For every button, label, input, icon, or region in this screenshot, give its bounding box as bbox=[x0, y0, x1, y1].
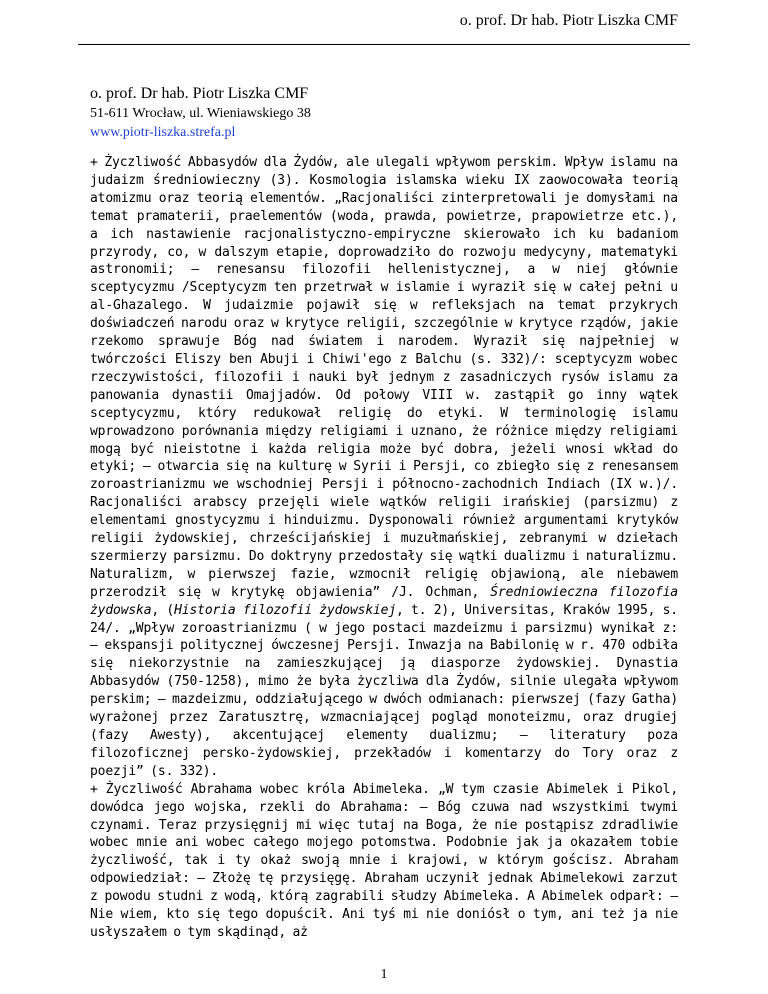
author-website-link[interactable]: www.piotr-liszka.strefa.pl bbox=[90, 125, 236, 140]
paragraph-abraham: + Życzliwość Abrahama wobec króla Abimeleka. „W tym czasie Abimelek i Pikol, dowódca jego wojska, rzekli do Abrahama: — Bóg czuwa nad wszystkimi twymi czynami. Teraz przysięgnij mi więc tutaj na Boga, że nie postąpisz zdradliwie wobec mnie ani wobec całego mojego potomstwa. Podobnie jak ja okazałem tobie życzliwość, tak i ty okaż swoją mnie i krajowi, w którym gościsz. Abraham odpowiedział: — Złożę tę przysięgę. Abraham uczynił jednak Abimelekowi zarzut z powodu studni z wodą, którą zagrabili słudzy Abimeleka. A Abimelek odparł: – Nie wiem, kto się tego dopuścił. Ani tyś mi nie doniósł o tym, ani też ja nie usłyszałem o tym skądinąd, aż bbox=[90, 781, 678, 940]
citation-separator: , ( bbox=[151, 602, 175, 618]
paragraph-abbasids bbox=[90, 154, 678, 781]
body-text bbox=[90, 154, 678, 942]
citation-title-2: Historia filozofii żydowskiej bbox=[174, 602, 397, 618]
citation-title-1: Średniowieczna filozofia żydowska bbox=[90, 584, 678, 618]
author-name: o. prof. Dr hab. Piotr Liszka CMF bbox=[90, 85, 309, 102]
header-rule bbox=[78, 44, 690, 45]
author-street-address: 51-611 Wrocław, ul. Wieniawskiego 38 bbox=[90, 106, 311, 121]
paragraph-abbasids-text: + Życzliwość Abbasydów dla Żydów, ale ulegali wpływom perskim. Wpływ islamu na judaizm średniowieczny (3). Kosmologia islamska wieku IX zaowocowała teorią atomizmu oraz teorią elementów. „Racjonaliści zinterpretowali je domysłami na temat pramaterii, praelementów (woda, prawda, powietrze, prapowietrze etc.), a ich nastawienie racjonalistyczno-empiryczne skierowało ich ku badaniom przyrody, co, w dalszym etapie, doprowadziło do rozwoju medycyny, matematyki astronomii; – renesansu filozofii hellenistycznej, a w niej głównie sceptycyzmu /Sceptycyzm ten przetrwał w islamie i wyraził się w całej pełni u al-Ghazalego. W judaizmie pojawił się w refleksjach na temat przykrych doświadczeń narodu oraz w krytyce religii, szczególnie w krytyce rządów, jakie rzekomo sprawuje Bóg nad światem i narodem. Wyraził się najpełniej w twórczości Eliszy ben Abuji i Chiwi'ego z Balchu (s. 332)/: sceptycyzm wobec rzeczywistości, filozofii i nauki był jednym z zasadniczych rysów islamu za panowania dynastii Omajjadów. Od połowy VIII w. zastąpił go inny wątek sceptycyzmu, który redukował religię do etyki. W terminologię islamu wprowadzono porównania między religiami i uznano, że różnice między religiami mogą być nieistotne i każda religia może być dobra, jeżeli wnosi wkład do etyki; – otwarcia się na kulturę w Syrii i Persji, co zbiegło się z renesansem zoroastrianizmu we wschodniej Persji i północno-zachodnich Indiach (IX w.)/. Racjonaliści arabscy przejęli wiele wątków religii irańskiej (parsizmu) z elementami gnostycyzmu i hinduizmu. Dysponowali również argumentami krytyków religii żydowskiej, chrześcijańskiej i muzułmańskiej, zebranymi w dziełach szermierzy parsizmu. Do doktryny przedostały się wątki dualizmu i naturalizmu. Naturalizm, w pierwszej fazie, wzmocnił religię objawioną, ale niebawem przerodził się w krytykę objawienia” /J. Ochman, bbox=[90, 155, 678, 600]
address-block bbox=[90, 83, 311, 142]
page-number: 1 bbox=[380, 967, 388, 982]
running-header: o. prof. Dr hab. Piotr Liszka CMF bbox=[459, 12, 678, 29]
paragraph-abbasids-continuation: , t. 2), Universitas, Kraków 1995, s. 24/. „Wpływ zoroastrianizmu ( w jego postaci mazdeizmu i parsizmu) wynikał z: – ekspansji politycznej ówczesnej Persji. Inwazja na Babilonię w r. 470 odbiła się niekorzystnie na zamieszkującej ją diasporze żydowskiej. Dynastia Abbasydów (750-1258), mimo że była życzliwa dla Żydów, silnie ulegała wpływom perskim; – mazdeizmu, oddziałującego w dwóch odmianach: pierwszej (fazy Gatha) wyrażonej przez Zaratusztrę, wzmacniającej pogląd monoteizmu, oraz drugiej (fazy Awesty), akcentującej elementy dualizmu; – literatury poza filozoficznej persko-żydowskiej, przekładów i komentarzy do Tory oraz z poezji” (s. 332). bbox=[90, 602, 678, 779]
